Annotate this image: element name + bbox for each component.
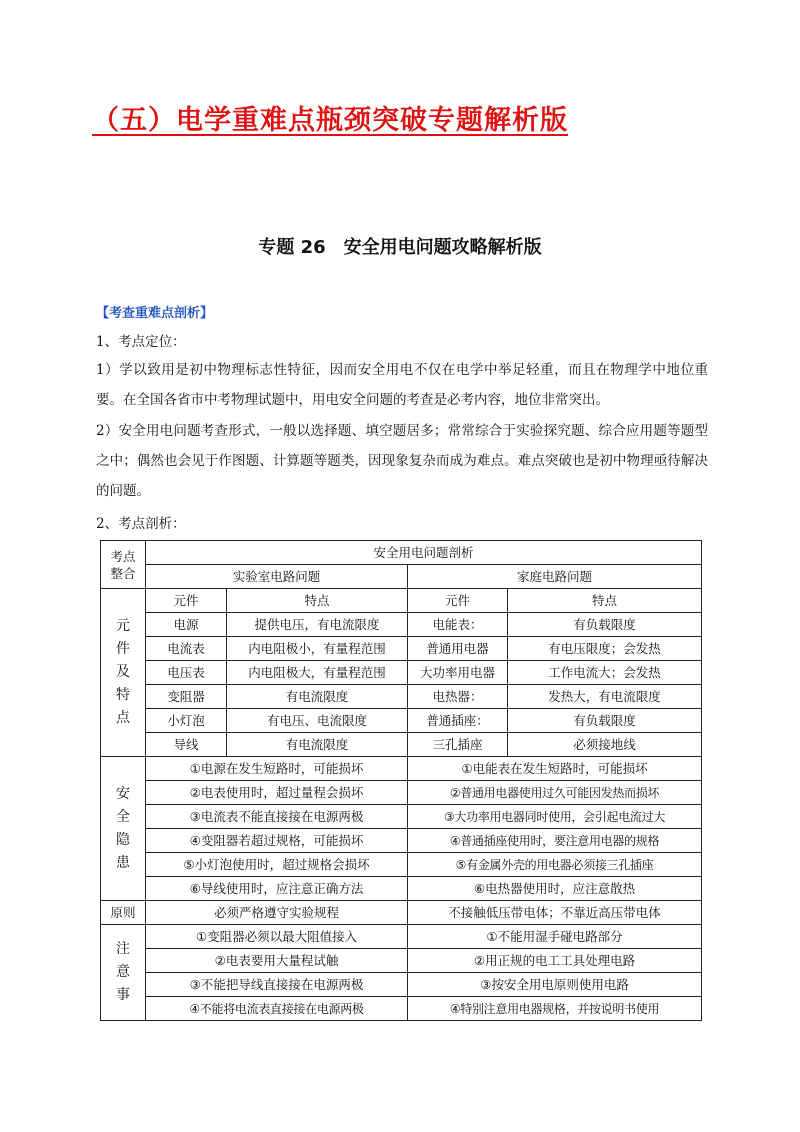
table-row: [101, 949, 702, 973]
lab-note: ④不能将电流表直接接在电源两极: [146, 997, 408, 1021]
lab-principle: 必须严格遵守实验规程: [146, 901, 408, 925]
home-hazard: ④普通插座使用时，要注意用电器的规格: [408, 829, 702, 853]
home-component-name: 电能表：: [408, 613, 508, 637]
home-hazard: ③大功率用电器同时使用，会引起电流过大: [408, 805, 702, 829]
lab-note: ③不能把导线直接接在电源两极: [146, 973, 408, 997]
principle-label: 原则: [101, 901, 146, 925]
table-header-row: [101, 541, 702, 565]
home-component-name: 三孔插座: [408, 733, 508, 757]
lab-component-name: 导线: [146, 733, 227, 757]
home-component-column-header: 元件: [408, 589, 508, 613]
table-row: [101, 757, 702, 781]
home-hazard: ①电能表在发生短路时，可能损坏: [408, 757, 702, 781]
home-hazard: ⑥电热器使用时，应注意散热: [408, 877, 702, 901]
component-header-row: [101, 589, 702, 613]
topic-subtitle: 专题 26 安全用电问题攻略解析版: [258, 237, 542, 258]
document-main-title: （五）电学重难点瓶颈突破专题解析版: [92, 105, 568, 136]
lab-component-feature: 有电压、电流限度: [227, 709, 408, 733]
lab-component-name: 小灯泡: [146, 709, 227, 733]
home-feature-column-header: 特点: [508, 589, 702, 613]
lab-component-name: 电流表: [146, 637, 227, 661]
home-note: ④特别注意用电器规格，并按说明书使用: [408, 997, 702, 1021]
lab-header: 实验室电路问题: [146, 565, 408, 589]
point1-paragraph-2: 2）安全用电问题考查形式，一般以选择题、填空题居多；常常综合于实验探究题、综合应用题等题型之中；偶然也会见于作图题、计算题等题类，因现象复杂而成为难点。难点突破也是初中物理亟待解决的问题。: [96, 423, 708, 499]
home-component-feature: 有负载限度: [508, 613, 702, 637]
table-row: [101, 733, 702, 757]
corner-cell: [101, 541, 146, 589]
home-header: 家庭电路问题: [408, 565, 702, 589]
lab-note: ②电表要用大量程试触: [146, 949, 408, 973]
lab-hazard: ⑤小灯泡使用时，超过规格会损坏: [146, 853, 408, 877]
lab-feature-column-header: 特点: [227, 589, 408, 613]
principle-row: [101, 901, 702, 925]
table-row: [101, 877, 702, 901]
table-row: [101, 997, 702, 1021]
table-row: [101, 805, 702, 829]
home-component-name: 普通插座：: [408, 709, 508, 733]
lab-component-feature: 内电阻极小，有量程范围: [227, 637, 408, 661]
lab-note: ①变阻器必须以最大阻值接入: [146, 925, 408, 949]
lab-component-name: 电源: [146, 613, 227, 637]
lab-component-name: 电压表: [146, 661, 227, 685]
point2-heading: 2、考点剖析：: [96, 516, 186, 532]
point1-heading: 1、考点定位：: [96, 334, 186, 350]
section-label: 【考查重难点剖析】: [96, 306, 214, 321]
table-row: [101, 853, 702, 877]
home-note: ①不能用湿手碰电路部分: [408, 925, 702, 949]
table-row: [101, 637, 702, 661]
lab-hazard: ①电源在发生短路时，可能损坏: [146, 757, 408, 781]
hazards-label: 安全隐患: [116, 785, 130, 871]
lab-hazard: ⑥导线使用时，应注意正确方法: [146, 877, 408, 901]
notes-label: 注意事: [116, 941, 130, 1003]
home-principle: 不接触低压带电体；不靠近高压带电体: [408, 901, 702, 925]
components-label: 元件及特点: [116, 618, 130, 726]
table-row: [101, 613, 702, 637]
home-component-feature: 必须接地线: [508, 733, 702, 757]
lab-component-feature: 有电流限度: [227, 685, 408, 709]
lab-component-feature: 内电阻极大，有量程范围: [227, 661, 408, 685]
table-row: [101, 973, 702, 997]
lab-component-feature: 有电流限度: [227, 733, 408, 757]
home-component-name: 普通用电器: [408, 637, 508, 661]
safety-analysis-table: [100, 540, 702, 1021]
home-component-feature: 有负载限度: [508, 709, 702, 733]
home-component-feature: 工作电流大；会发热: [508, 661, 702, 685]
home-component-feature: 发热大，有电流限度: [508, 685, 702, 709]
notes-label-cell: [101, 925, 146, 1021]
home-note: ③按安全用电原则使用电路: [408, 973, 702, 997]
point1-paragraph-1: 1）学以致用是初中物理标志性特征，因而安全用电不仅在电学中举足轻重，而且在物理学中地位重要。在全国各省市中考物理试题中，用电安全问题的考查是必考内容，地位非常突出。: [96, 362, 708, 408]
lab-component-feature: 提供电压，有电流限度: [227, 613, 408, 637]
components-label-cell: [101, 589, 146, 757]
lab-component-name: 变阻器: [146, 685, 227, 709]
home-component-name: 电热器：: [408, 685, 508, 709]
home-hazard: ⑤有金属外壳的用电器必须接三孔插座: [408, 853, 702, 877]
lab-hazard: ②电表使用时，超过量程会损坏: [146, 781, 408, 805]
lab-hazard: ③电流表不能直接接在电源两极: [146, 805, 408, 829]
table-main-header: 安全用电问题剖析: [146, 541, 702, 565]
home-component-feature: 有电压限度；会发热: [508, 637, 702, 661]
table-row: [101, 925, 702, 949]
table-row: [101, 829, 702, 853]
lab-hazard: ④变阻器若超过规格，可能损坏: [146, 829, 408, 853]
table-row: [101, 709, 702, 733]
table-row: [101, 685, 702, 709]
table-row: [101, 661, 702, 685]
corner-label: 考点整合: [110, 548, 136, 581]
table-subheader-row: [101, 565, 702, 589]
home-hazard: ②普通用电器使用过久可能因发热而损坏: [408, 781, 702, 805]
home-note: ②用正规的电工工具处理电路: [408, 949, 702, 973]
table-row: [101, 781, 702, 805]
hazards-label-cell: [101, 757, 146, 901]
home-component-name: 大功率用电器: [408, 661, 508, 685]
lab-component-column-header: 元件: [146, 589, 227, 613]
